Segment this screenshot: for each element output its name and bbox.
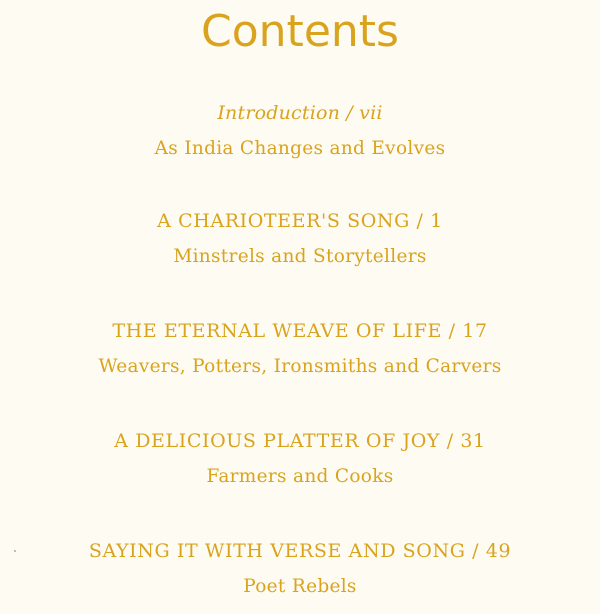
entry-subtitle: Farmers and Cooks: [206, 466, 394, 487]
entry-heading: A CHARIOTEER'S SONG / 1: [157, 210, 443, 232]
paper-speck: [14, 550, 16, 552]
entry-subtitle: Poet Rebels: [243, 576, 357, 597]
entry-heading: SAYING IT WITH VERSE AND SONG / 49: [88, 540, 512, 562]
entry-subtitle: As India Changes and Evolves: [154, 138, 446, 159]
entry-subtitle: Weavers, Potters, Ironsmiths and Carvers: [98, 356, 502, 377]
contents-entry-eternal-weave: [0, 316, 600, 382]
entry-heading: A DELICIOUS PLATTER OF JOY / 31: [114, 430, 486, 452]
contents-entry-delicious-platter: [0, 426, 600, 492]
entry-subtitle: Minstrels and Storytellers: [173, 246, 427, 267]
page-title: Contents: [201, 6, 399, 57]
entry-heading: Introduction / vii: [217, 102, 383, 124]
contents-entry-introduction: [0, 98, 600, 164]
contents-entry-charioteers-song: [0, 206, 600, 272]
entry-heading: THE ETERNAL WEAVE OF LIFE / 17: [112, 320, 488, 342]
contents-entry-verse-and-song: [0, 536, 600, 602]
